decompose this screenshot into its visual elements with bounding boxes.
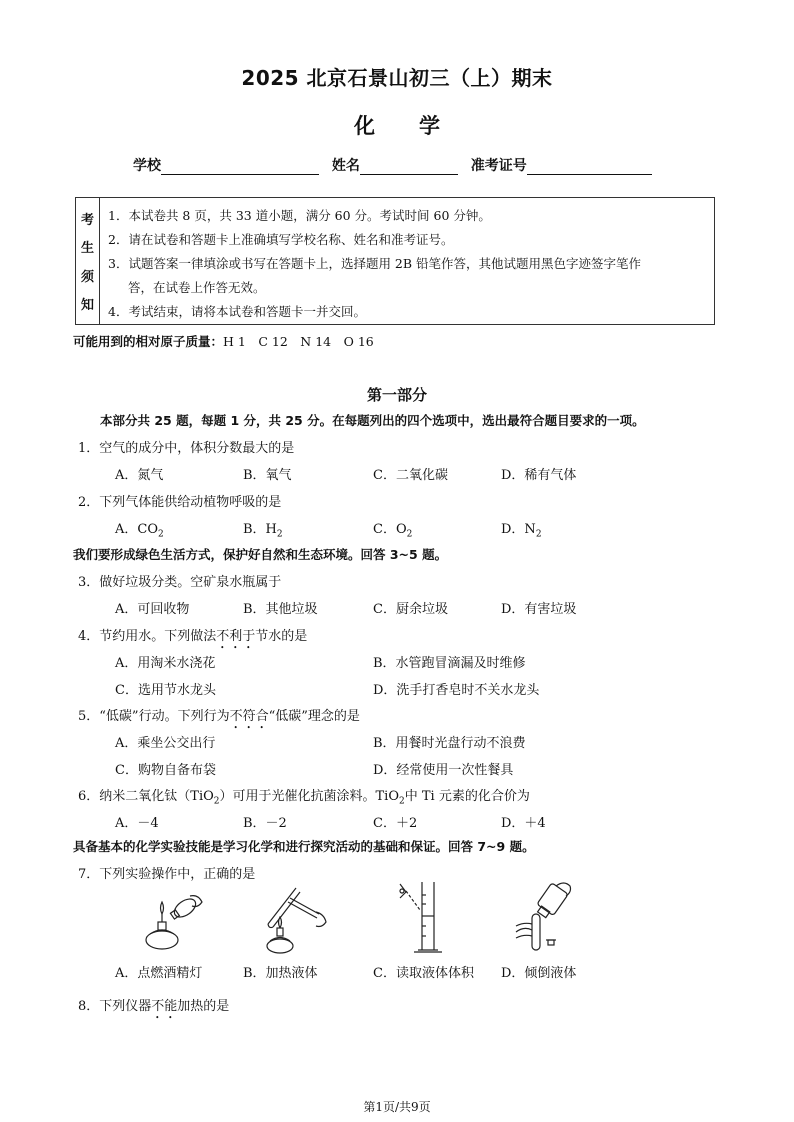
option-d[interactable]: D．经常使用一次性餐具 xyxy=(373,763,514,778)
name-label: 姓名 xyxy=(331,158,360,174)
option-c[interactable]: C．$O_2$ xyxy=(373,522,413,540)
subject-char: 学 xyxy=(419,114,440,138)
question-stem: 8．下列仪器不能加热的是 xyxy=(78,999,230,1014)
option-a[interactable]: A．$CO_2$ xyxy=(115,522,164,540)
notice-item: 2．请在试卷和答题卡上准确填写学校名称、姓名和准考证号。 xyxy=(108,232,454,247)
option-d[interactable]: D．$N_2$ xyxy=(501,522,542,540)
option-c[interactable]: C．读取液体体积 xyxy=(373,966,474,981)
candidate-notice-box xyxy=(75,197,715,325)
exam-id-label: 准考证号 xyxy=(470,158,527,174)
exam-title: 2025 北京石景山初三（上）期末 xyxy=(241,66,553,90)
school-label: 学校 xyxy=(133,158,161,174)
pouring-liquid-figure xyxy=(512,878,582,958)
notice-items xyxy=(108,204,708,324)
option-d[interactable]: D．＋4 xyxy=(501,816,546,831)
question-stem: 7．下列实验操作中，正确的是 xyxy=(78,867,256,882)
option-c[interactable]: C．选用节水龙头 xyxy=(115,683,216,698)
alcohol-lamp-lighting-figure xyxy=(140,888,210,953)
option-a[interactable]: A．氮气 xyxy=(115,468,164,483)
subject-char: 化 xyxy=(354,114,375,138)
question-group-intro: 具备基本的化学实验技能是学习化学和进行探究活动的基础和保证。回答 7~9 题。 xyxy=(73,839,535,854)
part-instructions: 本部分共 25 题，每题 1 分，共 25 分。在每题列出的四个选项中，选出最符合题目要求的一项。 xyxy=(100,413,645,428)
option-d[interactable]: D．洗手打香皂时不关水龙头 xyxy=(373,683,540,698)
question-stem: 4．节约用水。下列做法不利于节水的是 xyxy=(78,629,308,644)
page-footer: 第1页/共9页 xyxy=(363,1100,431,1114)
option-c[interactable]: C．厨余垃圾 xyxy=(373,602,448,617)
option-a[interactable]: A．乘坐公交出行 xyxy=(115,736,216,751)
option-b[interactable]: B．$H_2$ xyxy=(243,522,283,540)
student-info-fields xyxy=(133,155,660,175)
option-d[interactable]: D．有害垃圾 xyxy=(501,602,577,617)
option-b[interactable]: B．－2 xyxy=(243,816,287,831)
option-c[interactable]: C．二氧化碳 xyxy=(373,468,448,483)
question-stem: 3．做好垃圾分类。空矿泉水瓶属于 xyxy=(78,575,282,590)
option-a[interactable]: A．可回收物 xyxy=(115,602,190,617)
graduated-cylinder-reading-figure xyxy=(392,880,452,960)
option-b[interactable]: B．加热液体 xyxy=(243,966,318,981)
option-b[interactable]: B．其他垃圾 xyxy=(243,602,318,617)
question-group-intro: 我们要形成绿色生活方式，保护好自然和生态环境。回答 3~5 题。 xyxy=(73,547,448,562)
question-stem: 2．下列气体能供给动植物呼吸的是 xyxy=(78,495,282,510)
option-b[interactable]: B．氧气 xyxy=(243,468,292,483)
option-d[interactable]: D．倾倒液体 xyxy=(501,966,577,981)
notice-item: 3．试题答案一律填涂或书写在答题卡上，选择题用 2B 铅笔作答，其他试题用黑色字迹签字笔作 答，在试卷上作答无效。 xyxy=(108,256,642,295)
option-b[interactable]: B．用餐时光盘行动不浪费 xyxy=(373,736,526,751)
atomic-masses: 可能用到的相对原子质量：H 1 C 12 N 14 O 16 xyxy=(73,334,374,349)
notice-side-label: 考 生 须 知 xyxy=(76,198,100,324)
school-input-line[interactable] xyxy=(161,158,319,175)
notice-item: 4．考试结束，请将本试卷和答题卡一并交回。 xyxy=(108,304,366,319)
part-title: 第一部分 xyxy=(366,386,427,404)
question-stem: 6．纳米二氧化钛（TiO$_2$）可用于光催化抗菌涂料。TiO$_2$中 Ti 元素的化合价为 xyxy=(78,789,530,807)
heating-liquid-figure xyxy=(262,884,332,956)
notice-item: 1．本试卷共 8 页，共 33 道小题，满分 60 分。考试时间 60 分钟。 xyxy=(108,208,491,223)
option-b[interactable]: B．水管跑冒滴漏及时维修 xyxy=(373,656,526,671)
option-a[interactable]: A．用淘米水浇花 xyxy=(115,656,216,671)
question-stem: 5．“低碳”行动。下列行为不符合“低碳”理念的是 xyxy=(78,709,360,724)
option-a[interactable]: A．点燃酒精灯 xyxy=(115,966,203,981)
subject-title xyxy=(0,110,794,140)
option-c[interactable]: C．购物自备布袋 xyxy=(115,763,216,778)
name-input-line[interactable] xyxy=(360,158,458,175)
question-stem: 1．空气的成分中，体积分数最大的是 xyxy=(78,441,295,456)
exam-id-input-line[interactable] xyxy=(527,158,652,175)
option-c[interactable]: C．＋2 xyxy=(373,816,418,831)
option-d[interactable]: D．稀有气体 xyxy=(501,468,577,483)
option-a[interactable]: A．－4 xyxy=(115,816,159,831)
